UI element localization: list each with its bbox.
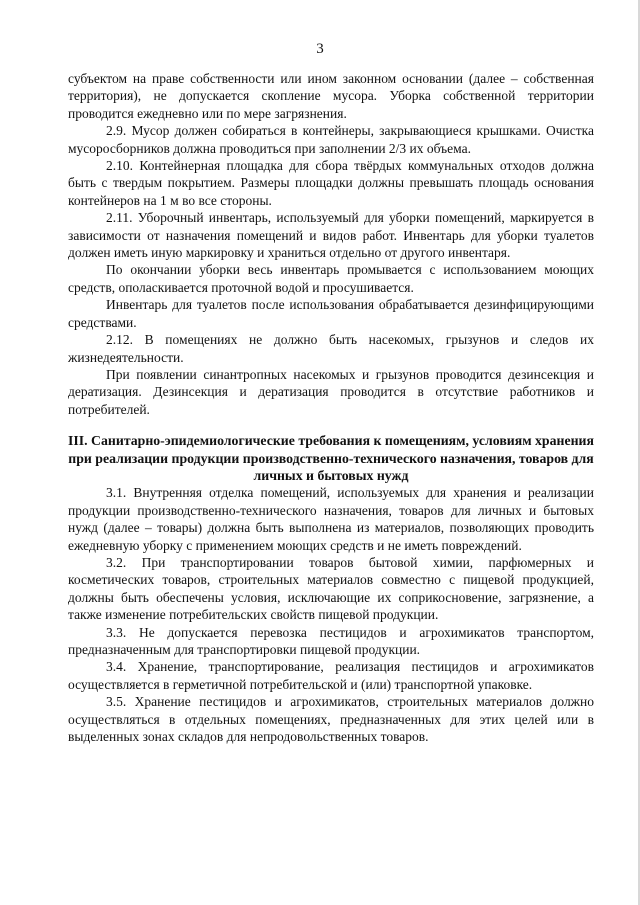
paragraph-2-10: 2.10. Контейнерная площадка для сбора твёрдых коммунальных отходов должна быть с твердым покрытием. Размеры площадки должны превышать площадь основания контейнеров на 1 м во все стороны. <box>68 158 594 208</box>
section-heading-iii: III. Санитарно-эпидемиологические требования к помещениям, условиям хранения при реализации продукции производственно-технического назначения, товаров для личных и бытовых нужд <box>68 433 594 483</box>
paragraph-pest-control: При появлении синантропных насекомых и грызунов проводится дезинсекция и дератизация. Дезинсекция и дератизация проводится в отсутствие работников и потребителей. <box>68 366 594 417</box>
page-number: 3 <box>316 41 324 57</box>
paragraph-3-1: 3.1. Внутренняя отделка помещений, используемых для хранения и реализации продукции производственно-технического назначения, товаров для личных и бытовых нужд (далее – товары) должна быть выполнена из материалов, позволяющих проводить ежедневную уборку с применением моющих средств и не иметь повреждений. <box>68 485 594 553</box>
paragraph-3-2: 3.2. При транспортировании товаров бытовой химии, парфюмерных и косметических товаров, строительных материалов совместно с пищевой продукцией, должны быть обеспечены условия, исключающие их соприкосновение, загрязнение, а также изменение потребительских свойств пищевой продукции. <box>68 554 594 623</box>
paragraph-continuation: субъектом на праве собственности или ином законном основании (далее – собственная территория), не допускается скопление мусора. Уборка собственной территории проводится ежедневно или по мере загрязнения. <box>68 71 594 121</box>
paragraph-3-4: 3.4. Хранение, транспортирование, реализация пестицидов и агрохимикатов осуществляется в герметичной потребительской и (или) транспортной упаковке. <box>68 659 594 692</box>
document-body <box>68 70 594 745</box>
paragraph-2-12: 2.12. В помещениях не должно быть насекомых, грызунов и следов их жизнедеятельности. <box>68 332 594 365</box>
paragraph-toilet-inventory: Инвентарь для туалетов после использования обрабатывается дезинфицирующими средствами. <box>68 297 594 330</box>
paragraph-3-3: 3.3. Не допускается перевозка пестицидов и агрохимикатов транспортом, предназначенным для транспортировки пищевой продукции. <box>68 624 594 657</box>
paragraph-cleaning: По окончании уборки весь инвентарь промывается с использованием моющих средств, ополаскивается проточной водой и просушивается. <box>68 262 594 295</box>
paragraph-2-11: 2.11. Уборочный инвентарь, используемый для уборки помещений, маркируется в зависимости от назначения помещений и видов работ. Инвентарь для уборки туалетов должен иметь иную маркировку и храниться отдельно от другого инвентаря. <box>68 210 594 261</box>
paragraph-3-5: 3.5. Хранение пестицидов и агрохимикатов, строительных материалов должно осуществляться в отдельных помещениях, предназначенных для этих целей или в выделенных зонах складов для непродовольственных товаров. <box>68 694 594 745</box>
paragraph-2-9: 2.9. Мусор должен собираться в контейнеры, закрывающиеся крышками. Очистка мусоросборников должна проводиться при заполнении 2/3 их объема. <box>68 123 594 156</box>
